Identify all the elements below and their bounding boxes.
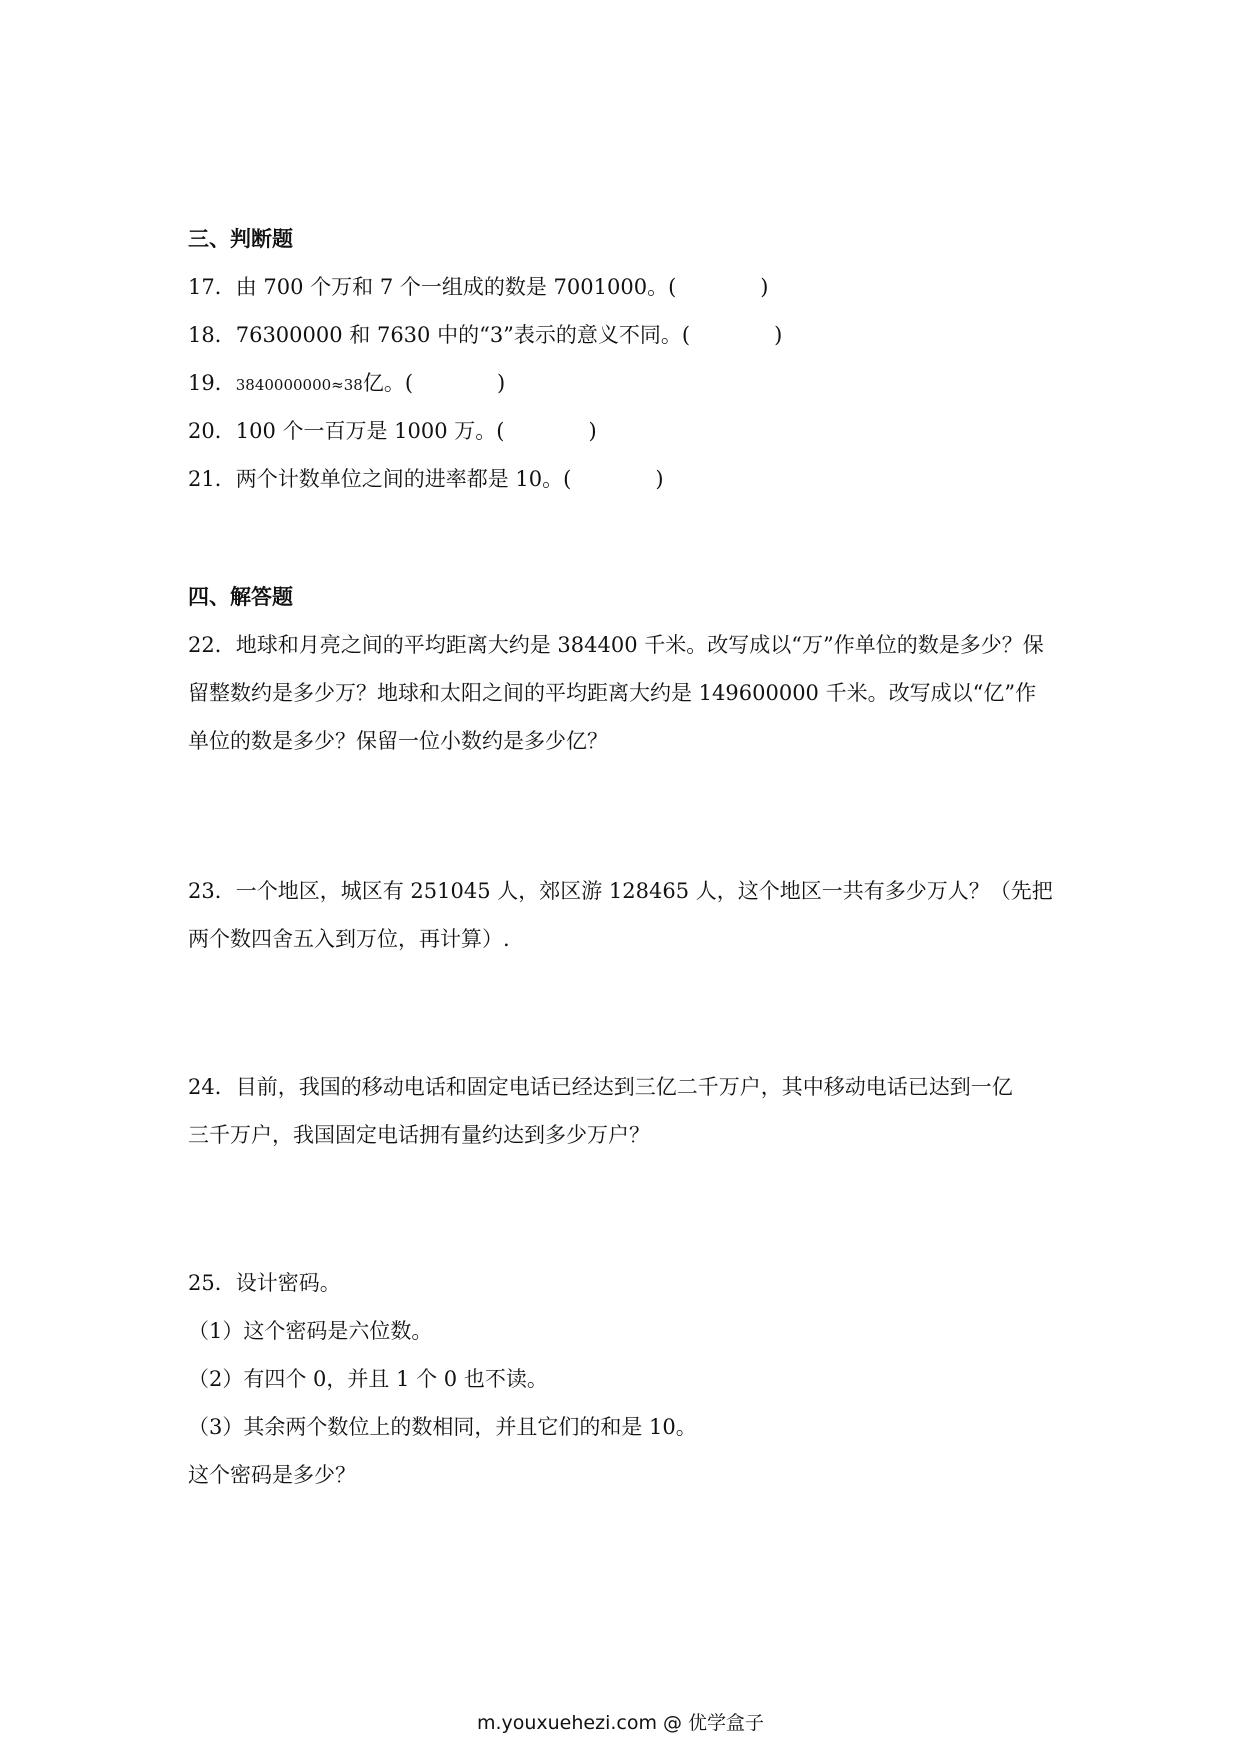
math-expression: 3840000000≈38 <box>235 376 363 394</box>
question-text: 18．76300000 和 7630 中的“3”表示的意义不同。( <box>188 323 691 347</box>
question-text: 20．100 个一百万是 1000 万。( <box>188 419 505 443</box>
footer-watermark: m.youxuehezi.com @ 优学盒子 <box>476 1712 765 1734</box>
question-25-title: 25．设计密码。 <box>188 1271 341 1295</box>
question-22-line-1: 22．地球和月亮之间的平均距离大约是 384400 千米。改写成以“万”作单位的数是多少？保 <box>188 633 1044 657</box>
question-18 <box>188 320 782 350</box>
question-number: 19． <box>188 371 236 395</box>
question-24-line-1: 24．目前，我国的移动电话和固定电话已经达到三亿二千万户，其中移动电话已达到一亿 <box>188 1075 1013 1099</box>
section-4-heading: 四、解答题 <box>188 585 293 609</box>
answer-paren-close: ) <box>655 467 664 491</box>
question-19 <box>188 368 505 400</box>
question-21 <box>188 464 664 494</box>
question-22-line-2: 留整数约是多少万？地球和太阳之间的平均距离大约是 149600000 千米。改写成以“亿”作 <box>188 681 1037 705</box>
answer-paren-close: ) <box>774 323 783 347</box>
answer-paren-close: ) <box>588 419 597 443</box>
answer-paren-close: ) <box>497 371 506 395</box>
question-text: 21．两个计数单位之间的进率都是 10。( <box>188 467 572 491</box>
question-23-line-1: 23．一个地区，城区有 251045 人，郊区游 128465 人，这个地区一共有多少万人？（先把 <box>188 879 1053 903</box>
question-text: 17．由 700 个万和 7 个一组成的数是 7001000。( <box>188 275 677 299</box>
question-24-line-2: 三千万户，我国固定电话拥有量约达到多少万户？ <box>188 1123 650 1147</box>
question-23-line-2: 两个数四舍五入到万位，再计算）. <box>188 927 510 951</box>
question-22-line-3: 单位的数是多少？保留一位小数约是多少亿？ <box>188 729 608 753</box>
answer-paren-close: ) <box>760 275 769 299</box>
question-25-condition-1: （1）这个密码是六位数。 <box>188 1319 433 1343</box>
question-17 <box>188 272 768 302</box>
question-25-condition-3: （3）其余两个数位上的数相同，并且它们的和是 10。 <box>188 1415 697 1439</box>
question-20 <box>188 416 597 446</box>
question-25-condition-2: （2）有四个 0，并且 1 个 0 也不读。 <box>188 1367 548 1391</box>
question-25-ask: 这个密码是多少？ <box>188 1463 356 1487</box>
question-text: 亿。( <box>362 371 414 395</box>
section-3-heading: 三、判断题 <box>188 227 293 251</box>
